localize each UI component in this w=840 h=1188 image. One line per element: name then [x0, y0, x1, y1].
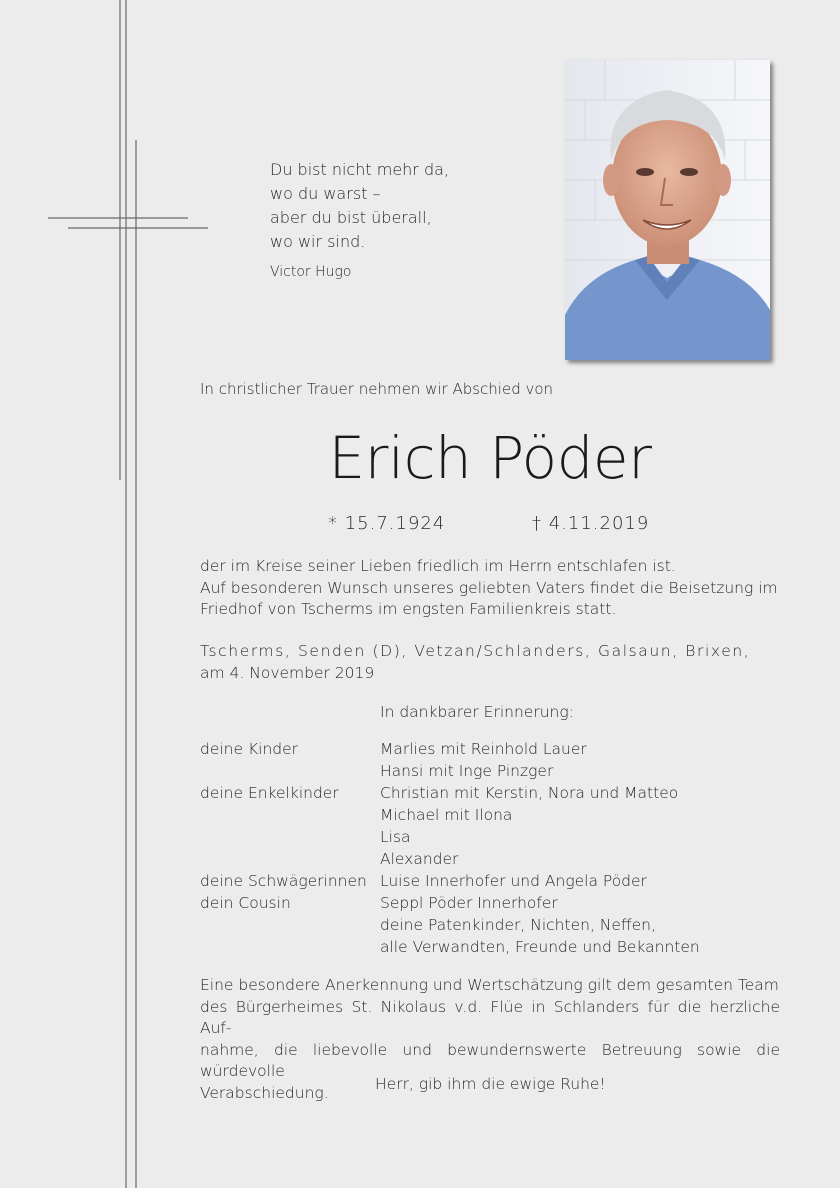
- date-line: am 4. November 2019: [200, 663, 375, 682]
- family-row: [200, 914, 780, 936]
- quote: [270, 158, 449, 284]
- paragraph-line: Verabschiedung.: [200, 1083, 329, 1102]
- family-names: Christian mit Kerstin, Nora und Matteo: [380, 784, 679, 802]
- family-relation: deine Kinder: [200, 740, 299, 758]
- family-names: Luise Innerhofer und Angela Pöder: [380, 872, 647, 890]
- family-names: Lisa: [380, 828, 411, 846]
- cross-icon: [0, 0, 220, 1188]
- family-names: Alexander: [380, 850, 459, 868]
- paragraph-line: der im Kreise seiner Lieben friedlich im Herrn entschlafen ist.: [200, 557, 676, 575]
- family-relation: [200, 804, 380, 826]
- family-relation: [200, 760, 380, 782]
- family-row: [200, 738, 780, 760]
- family-row: [200, 760, 780, 782]
- death-date: † 4.11.2019: [532, 513, 650, 534]
- quote-line: aber du bist überall,: [270, 208, 432, 227]
- closing-prayer: Herr, gib ihm die ewige Ruhe!: [375, 1075, 606, 1093]
- places-date: [200, 641, 780, 684]
- family-relation: deine Schwägerinnen: [200, 872, 367, 890]
- family-relation: dein Cousin: [200, 894, 291, 912]
- family-relation: [200, 914, 380, 936]
- family-row: [200, 870, 780, 892]
- announcement-paragraph: [200, 556, 780, 621]
- family-names: Marlies mit Reinhold Lauer: [380, 740, 587, 758]
- intro-text: In christlicher Trauer nehmen wir Abschied von: [200, 380, 554, 398]
- quote-line: wo du warst –: [270, 184, 381, 203]
- paragraph-line: Friedhof von Tscherms im engsten Familienkreis statt.: [200, 600, 617, 618]
- family-relation: deine Enkelkinder: [200, 784, 339, 802]
- paragraph-line: Eine besondere Anerkennung und Wertschätzung gilt dem gesamten Team: [200, 976, 779, 994]
- family-relation: [200, 826, 380, 848]
- family-relation: [200, 936, 380, 958]
- family-row: [200, 782, 780, 804]
- places-line: Tscherms, Senden (D), Vetzan/Schlanders, Galsaun, Brixen,: [200, 642, 751, 660]
- quote-line: wo wir sind.: [270, 232, 366, 251]
- family-names: Michael mit Ilona: [380, 806, 513, 824]
- gratitude-heading: In dankbarer Erinnerung:: [380, 703, 574, 721]
- family-row: [200, 826, 780, 848]
- paragraph-line: Auf besonderen Wunsch unseres geliebten Vaters findet die Beisetzung im: [200, 578, 778, 597]
- portrait-photo: [565, 60, 770, 360]
- paragraph-line: nahme, die liebevolle und bewundernswerte Betreuung sowie die würdevolle: [200, 1040, 780, 1080]
- family-row: [200, 848, 780, 870]
- family-row: [200, 892, 780, 914]
- family-row: [200, 804, 780, 826]
- family-row: [200, 936, 780, 958]
- family-names: Hansi mit Inge Pinzger: [380, 762, 554, 780]
- family-names: deine Patenkinder, Nichten, Neffen,: [380, 916, 656, 934]
- quote-line: Du bist nicht mehr da,: [270, 160, 450, 179]
- family-list: [200, 738, 780, 958]
- birth-date: * 15.7.1924: [328, 513, 446, 534]
- family-names: alle Verwandten, Freunde und Bekannten: [380, 938, 700, 956]
- family-relation: [200, 848, 380, 870]
- quote-author: Victor Hugo: [270, 264, 352, 280]
- family-names: Seppl Pöder Innerhofer: [380, 894, 558, 912]
- paragraph-line: des Bürgerheimes St. Nikolaus v.d. Flüe in Schlanders für die herzliche Auf-: [200, 997, 780, 1037]
- deceased-name: Erich Pöder: [328, 424, 652, 492]
